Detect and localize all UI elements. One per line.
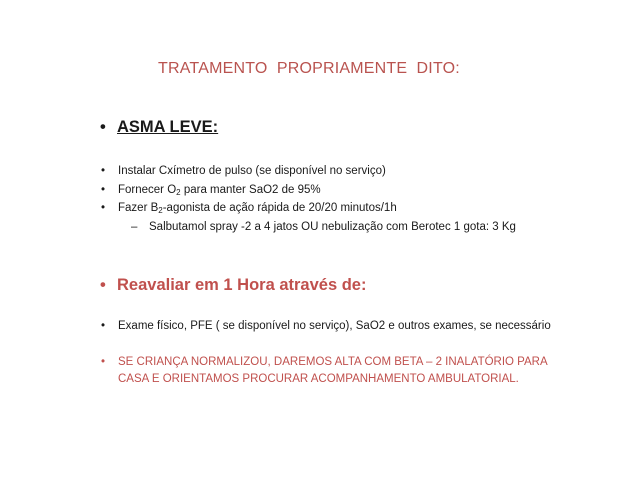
section2-heading-row (100, 276, 366, 295)
bullet: • (101, 202, 106, 214)
slide-title: TRATAMENTO PROPRIAMENTE DITO: (158, 60, 460, 77)
list-item-text: Instalar Cxímetro de pulso (se disponível no serviço) (118, 165, 386, 177)
note-line-1: SE CRIANÇA NORMALIZOU, DAREMOS ALTA COM BETA – 2 INALATÓRIO PARA (118, 356, 548, 368)
bullet: • (100, 276, 106, 294)
section1-heading-row (100, 118, 218, 137)
bullet: • (101, 320, 106, 332)
bullet: • (101, 356, 106, 368)
note-item (101, 356, 548, 368)
bullet: • (101, 184, 106, 196)
bullet: • (100, 118, 106, 136)
note-line-2: CASA E ORIENTAMOS PROCURAR ACOMPANHAMENTO AMBULATORIAL. (118, 373, 519, 385)
sub-list-item-text: Salbutamol spray -2 a 4 jatos OU nebulização com Berotec 1 gota: 3 Kg (149, 221, 516, 233)
dash: – (131, 221, 138, 233)
list-item (101, 165, 386, 177)
list-item (101, 184, 321, 196)
bullet: • (101, 165, 106, 177)
list-item-text: Fornecer $O_2$ para manter SaO2 de 95% (118, 184, 321, 197)
note-item-continued (118, 373, 519, 385)
section1-heading: ASMA LEVE: (117, 118, 219, 136)
list-item (101, 320, 551, 332)
list-item (101, 202, 397, 214)
sub-list-item (131, 221, 516, 233)
section2-heading: Reavaliar em 1 Hora através de: (117, 276, 367, 294)
list-item-text: Exame físico, PFE ( se disponível no serviço), SaO2 e outros exames, se necessário (118, 320, 551, 332)
list-item-text: Fazer $B_2$-agonista de ação rápida de 20/20 minutos/1h (118, 202, 397, 215)
